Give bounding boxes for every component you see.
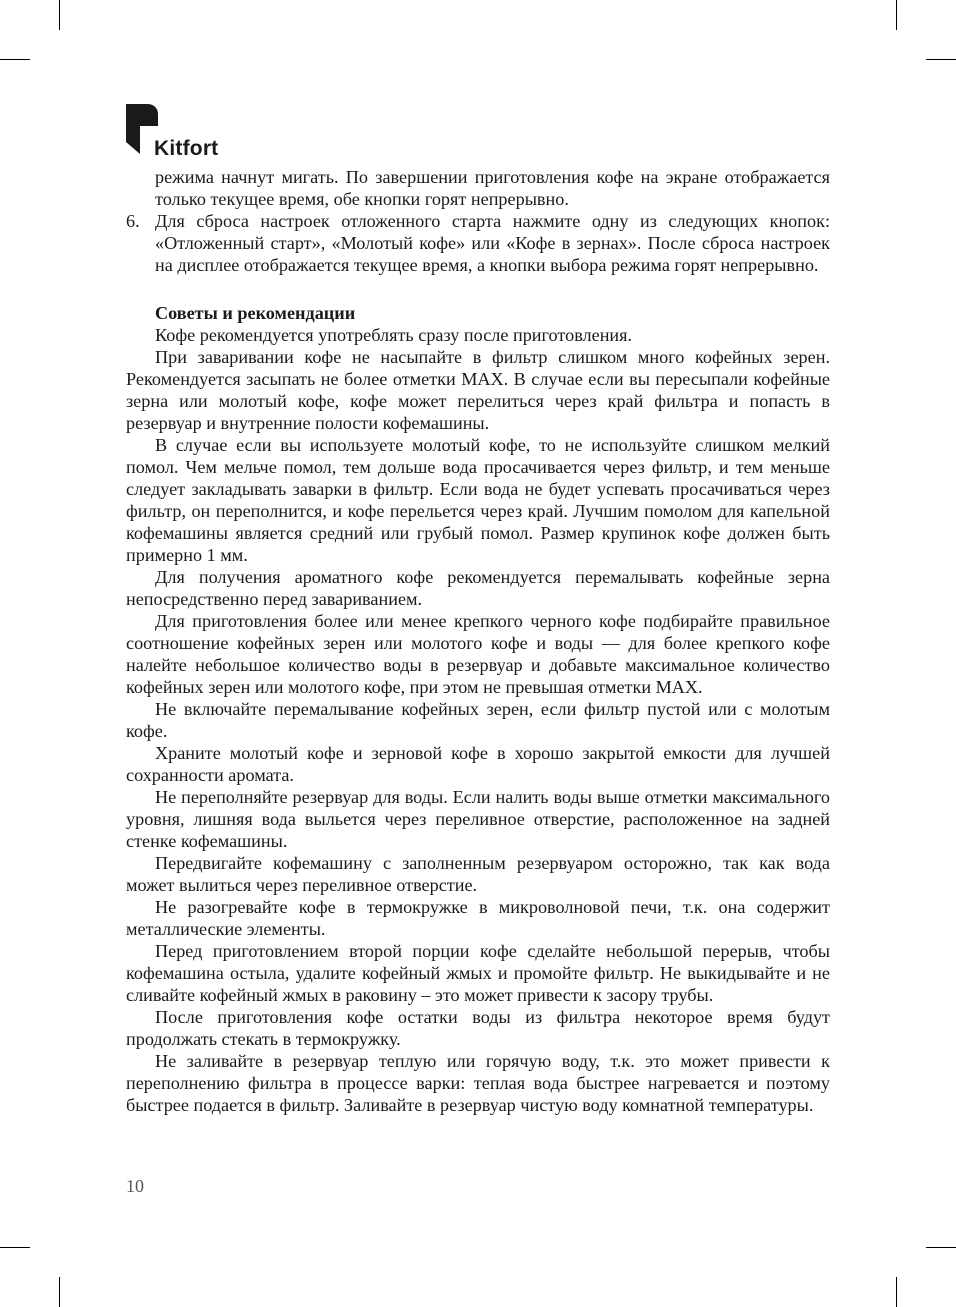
crop-mark: [896, 1277, 897, 1307]
section-heading: Советы и рекомендации: [155, 303, 356, 323]
paragraph: В случае если вы используете молотый кофе, то не используйте слишком мелкий помол. Чем мельче помол, тем дольше вода просачивается через фильтр, и тем меньше следует закладывать заварки в фильтр. Если вода не будет успевать просачиваться через фильтр, он переполнится, и кофе перельется через край. Лучшим помолом для капельной кофемашины является средний или грубый помол. Размер крупинок кофе должен быть примерно 1 мм.: [126, 435, 830, 565]
crop-mark: [0, 59, 30, 60]
crop-mark: [0, 1247, 30, 1248]
paragraph: Не переполняйте резервуар для воды. Если налить воды выше отметки максимального уровня, лишняя вода выльется через переливное отверстие, расположенное на задней стенке кофемашины.: [126, 787, 830, 851]
manual-text: [126, 166, 830, 1116]
crop-mark: [59, 0, 60, 30]
paragraph: Не разогревайте кофе в термокружке в микроволновой печи, т.к. она содержит металлические элементы.: [126, 897, 830, 939]
list-item-text: Для сброса настроек отложенного старта нажмите одну из следующих кнопок: «Отложенный старт», «Молотый кофе» или «Кофе в зернах». После сброса настроек на дисплее отображается текущее время, а кнопки выбора режима горят непрерывно.: [155, 211, 830, 275]
list-item: [126, 210, 830, 276]
crop-mark: [926, 59, 956, 60]
paragraph: Кофе рекомендуется употреблять сразу после приготовления.: [155, 325, 633, 345]
paragraph: Передвигайте кофемашину с заполненным резервуаром осторожно, так как вода может вылиться через переливное отверстие.: [126, 853, 830, 895]
paragraph: Храните молотый кофе и зерновой кофе в хорошо закрытой емкости для лучшей сохранности аромата.: [126, 743, 830, 785]
crop-mark: [896, 0, 897, 30]
paragraph: После приготовления кофе остатки воды из фильтра некоторое время будут продолжать стекать в термокружку.: [126, 1007, 830, 1049]
list-number: 6.: [126, 211, 140, 231]
paragraph: Не заливайте в резервуар теплую или горячую воду, т.к. это может привести к переполнению фильтра в процессе варки: теплая вода быстрее нагревается и поэтому быстрее подается в фильтр. Заливайте в резервуар чистую воду комнатной температуры.: [126, 1051, 830, 1115]
paragraph: Для получения ароматного кофе рекомендуется перемалывать кофейные зерна непосредственно перед завариванием.: [126, 567, 830, 609]
brand-name: Kitfort: [154, 137, 219, 160]
paragraph: Перед приготовлением второй порции кофе сделайте небольшой перерыв, чтобы кофемашина остыла, удалите кофейный жмых и промойте фильтр. Не выкидывайте и не сливайте кофейный жмых в раковину – это может привести к засору трубы.: [126, 941, 830, 1005]
crop-mark: [59, 1277, 60, 1307]
paragraph: При заваривании кофе не насыпайте в фильтр слишком много кофейных зерен. Рекомендуется засыпать не более отметки MAX. В случае если вы пересыпали кофейные зерна или молотый кофе, кофе может перелиться через край фильтра и попасть в резервуар и внутренние полости кофемашины.: [126, 347, 830, 433]
kitfort-logo: [126, 104, 226, 160]
paragraph: Не включайте перемалывание кофейных зерен, если фильтр пустой или с молотым кофе.: [126, 699, 830, 741]
continued-paragraph: режима начнут мигать. По завершении приготовления кофе на экране отображается только текущее время, обе кнопки горят непрерывно.: [155, 167, 830, 209]
crop-mark: [926, 1247, 956, 1248]
page-number: 10: [126, 1176, 144, 1196]
paragraph: Для приготовления более или менее крепкого черного кофе подбирайте правильное соотношение кофейных зерен или молотого кофе и воды — для более крепкого кофе налейте небольшое количество воды в резервуар и добавьте максимальное количество кофейных зерен или молотого кофе, при этом не превышая отметки MAX.: [126, 611, 830, 697]
